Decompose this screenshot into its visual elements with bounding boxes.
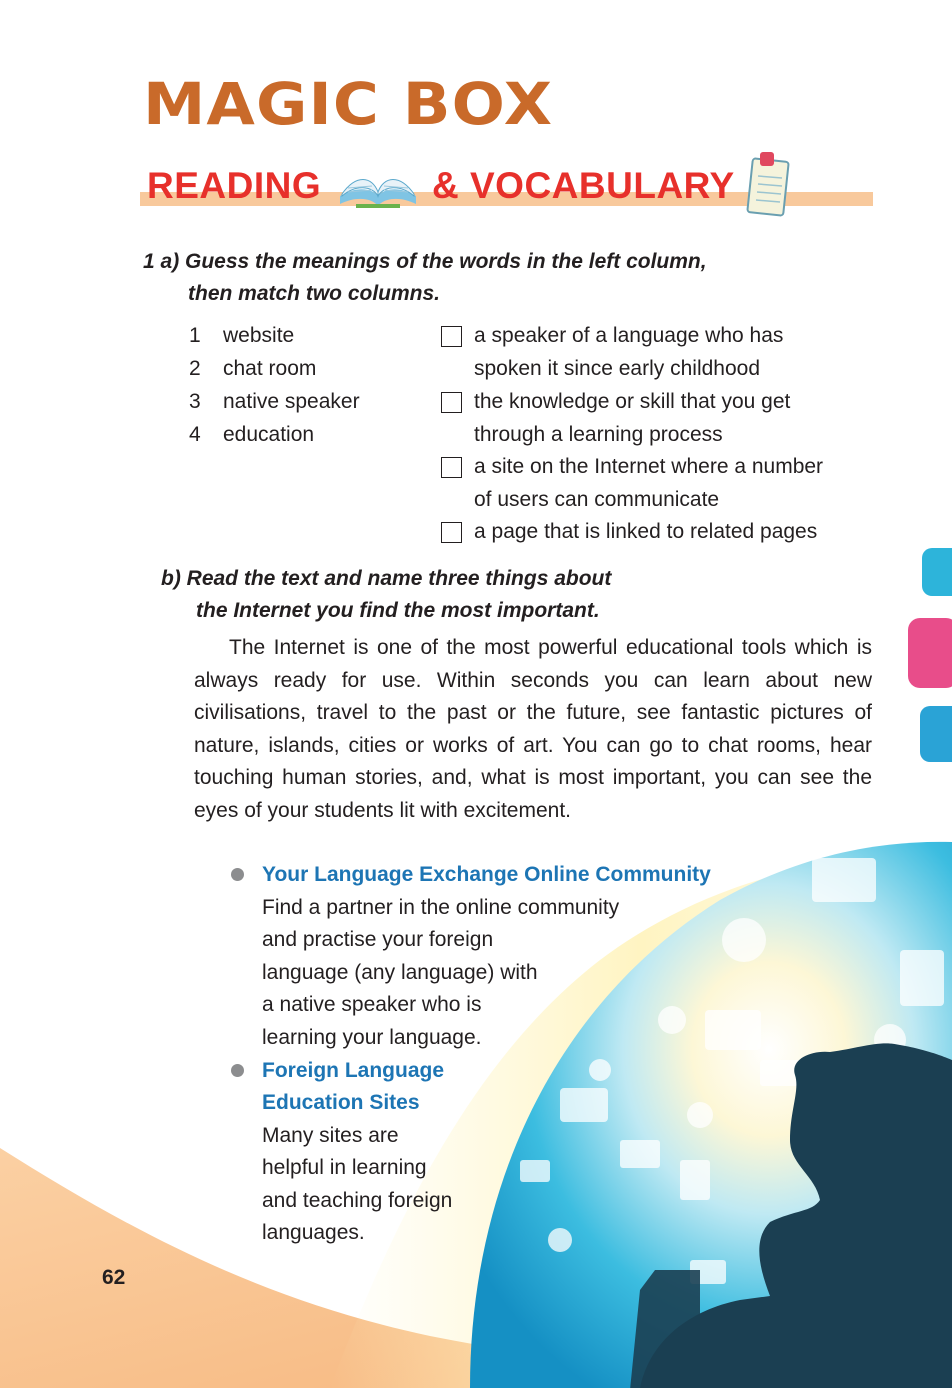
definition-line: a speaker of a language who has: [474, 324, 784, 347]
word-number: 4: [189, 423, 201, 446]
open-book-icon: [336, 166, 420, 210]
bullet-body-line: a native speaker who is: [262, 993, 482, 1016]
bullet-dot-icon: [231, 1064, 244, 1077]
bullet-body-line: languages.: [262, 1221, 365, 1244]
word-item: [189, 352, 316, 385]
definition-item: [474, 319, 884, 385]
definition-line: the knowledge or skill that you get: [474, 390, 791, 413]
bullet-body-line: Find a partner in the online community: [262, 896, 620, 919]
task-1b-instruction: [161, 563, 611, 627]
answer-checkbox-4[interactable]: [441, 522, 462, 543]
answer-checkbox-1[interactable]: [441, 326, 462, 347]
definition-item: [474, 515, 884, 548]
definition-line: a page that is linked to related pages: [474, 520, 818, 543]
definition-line: spoken it since early childhood: [474, 357, 761, 380]
section-title-reading: READING: [147, 165, 322, 206]
word-item: [189, 385, 360, 418]
bullet-body-line: learning your language.: [262, 1026, 482, 1049]
word-text: website: [223, 324, 295, 347]
definition-item: [474, 450, 884, 516]
bullet-body-line: Many sites are: [262, 1124, 399, 1147]
word-number: 1: [189, 324, 201, 347]
definition-item: [474, 385, 884, 451]
definition-line: a site on the Internet where a number: [474, 455, 824, 478]
word-text: native speaker: [223, 390, 360, 413]
word-item: [189, 319, 294, 352]
definition-line: of users can communicate: [474, 488, 720, 511]
task-1b-line1: b) Read the text and name three things about: [161, 567, 612, 590]
word-text: chat room: [223, 357, 317, 380]
bullet-body-line: and teaching foreign: [262, 1189, 453, 1212]
bullet-body-line: and practise your foreign: [262, 928, 494, 951]
word-item: [189, 418, 314, 451]
bullet-heading: Your Language Exchange Online Community: [262, 863, 711, 886]
reading-paragraph: The Internet is one of the most powerful educational tools which is always ready for use. Within seconds you can learn about new civilisations, travel to the past or the future, see fantastic pictures of nature, islands, cities or works of art. You can go to chat rooms, hear touching human stories, and, what is most important, you can see the eyes of your students lit with excitement.: [194, 636, 872, 822]
answer-checkbox-2[interactable]: [441, 392, 462, 413]
page-title: MAGIC BOX: [143, 70, 554, 138]
definition-line: through a learning process: [474, 423, 723, 446]
word-number: 2: [189, 357, 201, 380]
page-number: 62: [102, 1266, 126, 1289]
word-number: 3: [189, 390, 201, 413]
bullet-dot-icon: [231, 868, 244, 881]
task-1a-instruction: [143, 246, 707, 310]
bullet-heading: Education Sites: [262, 1091, 420, 1114]
bullet-body-line: language (any language) with: [262, 961, 538, 984]
word-text: education: [223, 423, 315, 446]
task-1a-line1: 1 a) Guess the meanings of the words in the left column,: [143, 250, 707, 273]
task-1a-line2: then match two columns.: [188, 282, 441, 305]
answer-checkbox-3[interactable]: [441, 457, 462, 478]
bullet-heading: Foreign Language: [262, 1059, 445, 1082]
task-1b-line2: the Internet you find the most important.: [196, 599, 600, 622]
bullet-body-line: helpful in learning: [262, 1156, 427, 1179]
section-title-vocabulary: & VOCABULARY: [432, 165, 735, 206]
notepad-icon: [744, 150, 794, 220]
